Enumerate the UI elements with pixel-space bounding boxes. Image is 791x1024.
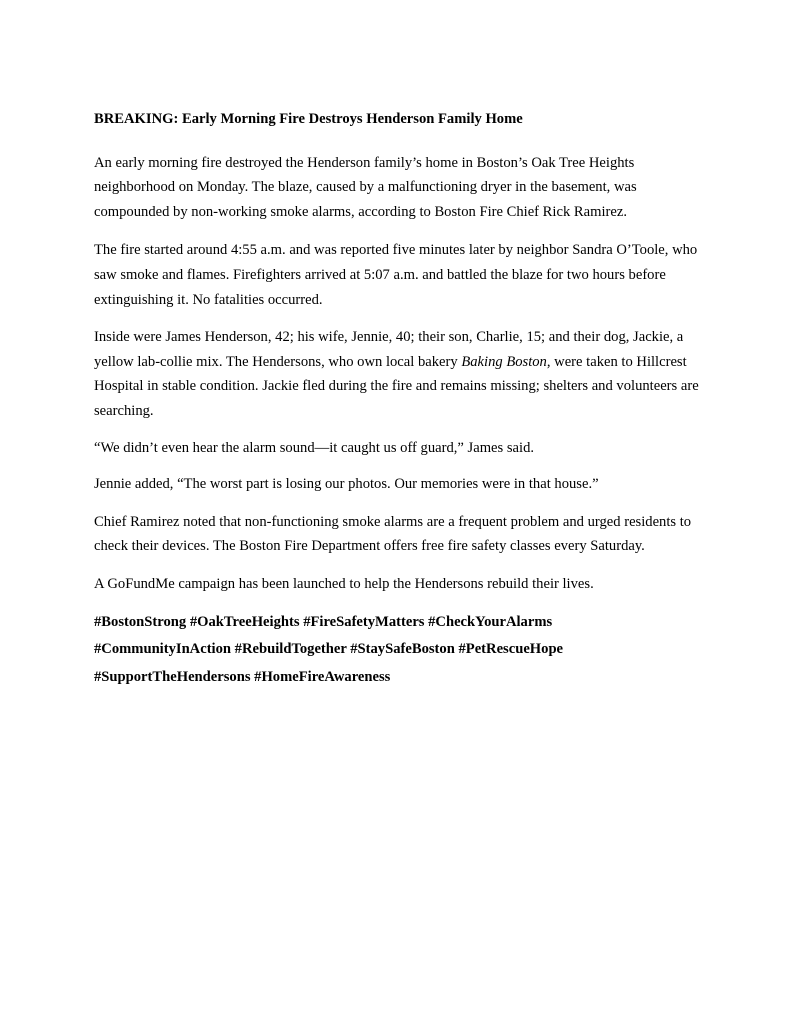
jennie-quote: Jennie added, “The worst part is losing our photos. Our memories were in that house.” (94, 476, 599, 493)
article-headline: BREAKING: Early Morning Fire Destroys Henderson Family Home (94, 111, 523, 127)
gofundme-paragraph: A GoFundMe campaign has been launched to help the Hendersons rebuild their lives. (94, 575, 594, 592)
article-paragraph-2: The fire started around 4:55 a.m. and was reported five minutes later by neighbor Sandra O’Toole, who saw smoke and flames. Firefighters arrived at 5:07 a.m. and battled the blaze for two hours before extinguishing it. No fatalities occurred. (94, 242, 698, 308)
james-quote: “We didn’t even hear the alarm sound—it caught us off guard,” James said. (94, 439, 535, 456)
hashtag-line: #CommunityInAction #RebuildTogether #StaySafeBoston #PetRescueHope (94, 641, 564, 658)
document-page (94, 107, 704, 691)
hashtag-line: #BostonStrong #OakTreeHeights #FireSafetyMatters #CheckYourAlarms (94, 613, 553, 630)
article-paragraph-3 (94, 325, 704, 423)
hashtag-line: #SupportTheHendersons #HomeFireAwareness (94, 668, 391, 685)
hashtag-block (94, 609, 704, 692)
bakery-name: Baking Boston (461, 353, 547, 370)
paragraph-3-text-end: , were taken to Hillcrest Hospital in stable condition. Jackie fled during the fire and remains missing; shelters and volunteers are searching. (94, 353, 699, 419)
article-paragraph-1: An early morning fire destroyed the Henderson family’s home in Boston’s Oak Tree Heights neighborhood on Monday. The blaze, caused by a malfunctioning dryer in the basement, was compounded by non-working smoke alarms, according to Boston Fire Chief Rick Ramirez. (94, 154, 637, 220)
paragraph-3-text-start: Inside were James Henderson, 42; his wife, Jennie, 40; their son, Charlie, 15; and their dog, Jackie, a yellow lab-collie mix. The Hendersons, who own local bakery (94, 329, 684, 370)
article-paragraph-6: Chief Ramirez noted that non-functioning smoke alarms are a frequent problem and urged residents to check their devices. The Boston Fire Department offers free fire safety classes every Saturday. (94, 513, 692, 555)
